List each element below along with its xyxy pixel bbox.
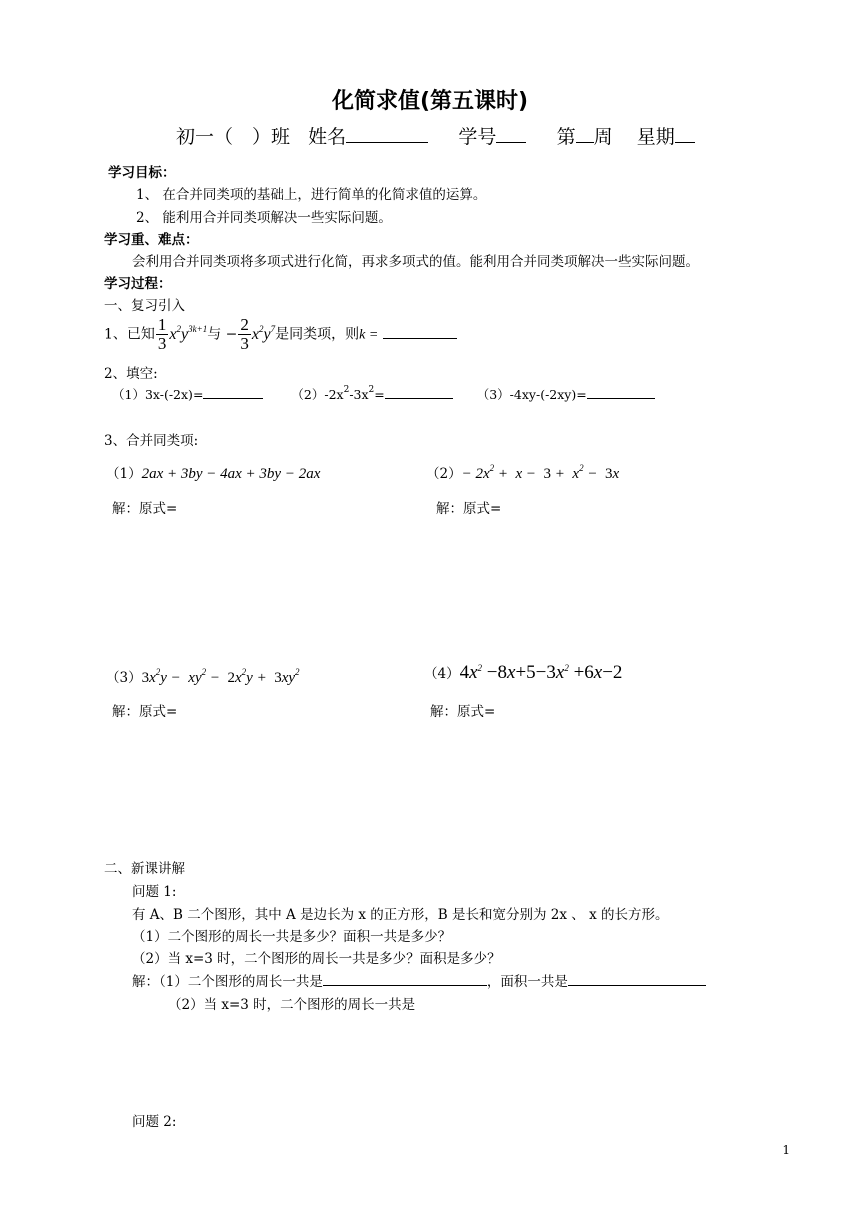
term-x2y7: $x^2y^7$	[251, 323, 276, 343]
class-label: 初一（ ）班	[176, 126, 291, 148]
problem-1-answer-2: （2）当 x=3 时，二个图形的周长一共是	[168, 997, 416, 1013]
q1-prefix: 1、已知	[104, 326, 155, 343]
q1-suffix: 是同类项，则	[275, 326, 360, 343]
q3-expr-4: $4x^2 -8x+5-3x^2 +6x-2$	[459, 662, 623, 683]
q3-solution-3: 解：原式=	[112, 704, 178, 720]
fraction-two-thirds: $\frac{2}{3}$	[240, 315, 249, 353]
q3-expr-2: − $2x^2 + x - 3 + x^2 - 3x$	[461, 463, 620, 482]
q3-solution-2: 解：原式=	[436, 501, 502, 517]
page-number: 1	[782, 1143, 790, 1157]
objective-item-1: 1、 在合并同类项的基础上，进行简单的化简求值的运算。	[136, 187, 487, 203]
term-x2y3k1: $x^2y^{3k+1}$	[169, 323, 208, 343]
key-points-text: 会利用合并同类项将多项式进行化简，再求多项式的值。能利用合并同类项解决一些实际问题。	[132, 254, 699, 270]
problem-1-statement: 有 A、B 二个图形，其中 A 是边长为 x 的正方形，B 是长和宽分别为 2x 、 x 的长方形。	[132, 907, 669, 923]
q1-with: 与 −	[207, 326, 238, 343]
q3-expr-3: $3x^2y - xy^2 - 2x^2y + 3xy^2$	[141, 667, 300, 686]
area-blank[interactable]	[568, 972, 706, 986]
k-label: k =	[359, 327, 379, 343]
weekday-blank[interactable]	[675, 125, 695, 143]
q2-heading: 2、填空:	[104, 366, 158, 382]
fraction-one-third: $\frac{1}{3}$	[157, 315, 167, 353]
q3-solution-1: 解：原式=	[112, 501, 178, 517]
q2-item-a: （1）3x-(-2x)=	[112, 387, 204, 402]
student-info-line	[176, 122, 695, 149]
q3-expr-1: 2ax + 3by − 4ax + 3by − 2ax	[141, 466, 321, 482]
number-label: 学号	[458, 126, 497, 148]
q3-problem-2: $(2)- 2x^2 + x - 3 + x^2 - 3x$	[426, 463, 620, 482]
section-review-heading: 一、复习引入	[104, 298, 185, 314]
q2-blank-c[interactable]	[587, 386, 655, 399]
key-points-heading: 学习重、难点：	[104, 232, 199, 248]
objective-item-2: 2、 能利用合并同类项解决一些实际问题。	[136, 210, 392, 226]
perimeter-blank[interactable]	[323, 972, 487, 986]
name-blank[interactable]	[346, 125, 428, 143]
week-blank[interactable]	[576, 125, 594, 143]
q2-blank-a[interactable]	[203, 386, 263, 399]
problem-1-answer-1: 解：（1）二个图形的周长一共是 ，面积一共是	[132, 970, 706, 990]
q3-heading: 3、合并同类项:	[104, 433, 199, 449]
number-blank[interactable]	[496, 125, 526, 143]
q2-item-b: $(2)-2x^2-3x^2=$	[291, 385, 385, 402]
question-1	[104, 316, 457, 356]
q3-problem-4: $(4)4x^2 -8x+5-3x^2 +6x-2$	[424, 662, 623, 683]
q2-item-c: （3）-4xy-(-2xy)=	[476, 387, 587, 402]
q3-problem-3: $(3)3x^2y - xy^2 - 2x^2y + 3xy^2$	[106, 667, 300, 686]
process-heading: 学习过程：	[104, 276, 172, 292]
q3-solution-4: 解：原式=	[430, 704, 496, 720]
k-answer-blank[interactable]	[383, 324, 457, 339]
name-label: 姓名	[308, 126, 347, 148]
objectives-heading: 学习目标：	[108, 165, 176, 181]
q2-items	[112, 385, 655, 403]
weekday-label: 星期	[636, 126, 675, 148]
problem-1-heading: 问题 1:	[132, 884, 177, 900]
problem-1-ask-2: （2）当 x=3 时，二个图形的周长一共是多少？面积是多少？	[132, 951, 501, 967]
q3-problem-1: （1）2ax + 3by − 4ax + 3by − 2ax	[106, 466, 321, 482]
q2-blank-b[interactable]	[385, 386, 453, 399]
page-title: 化简求值(第五课时)	[331, 89, 529, 114]
week-suffix: 周	[593, 126, 613, 148]
week-prefix: 第	[556, 126, 576, 148]
problem-2-heading: 问题 2:	[132, 1114, 177, 1130]
section-new-lesson-heading: 二、新课讲解	[104, 861, 185, 877]
problem-1-ask-1: （1）二个图形的周长一共是多少？面积一共是多少？	[132, 929, 452, 945]
